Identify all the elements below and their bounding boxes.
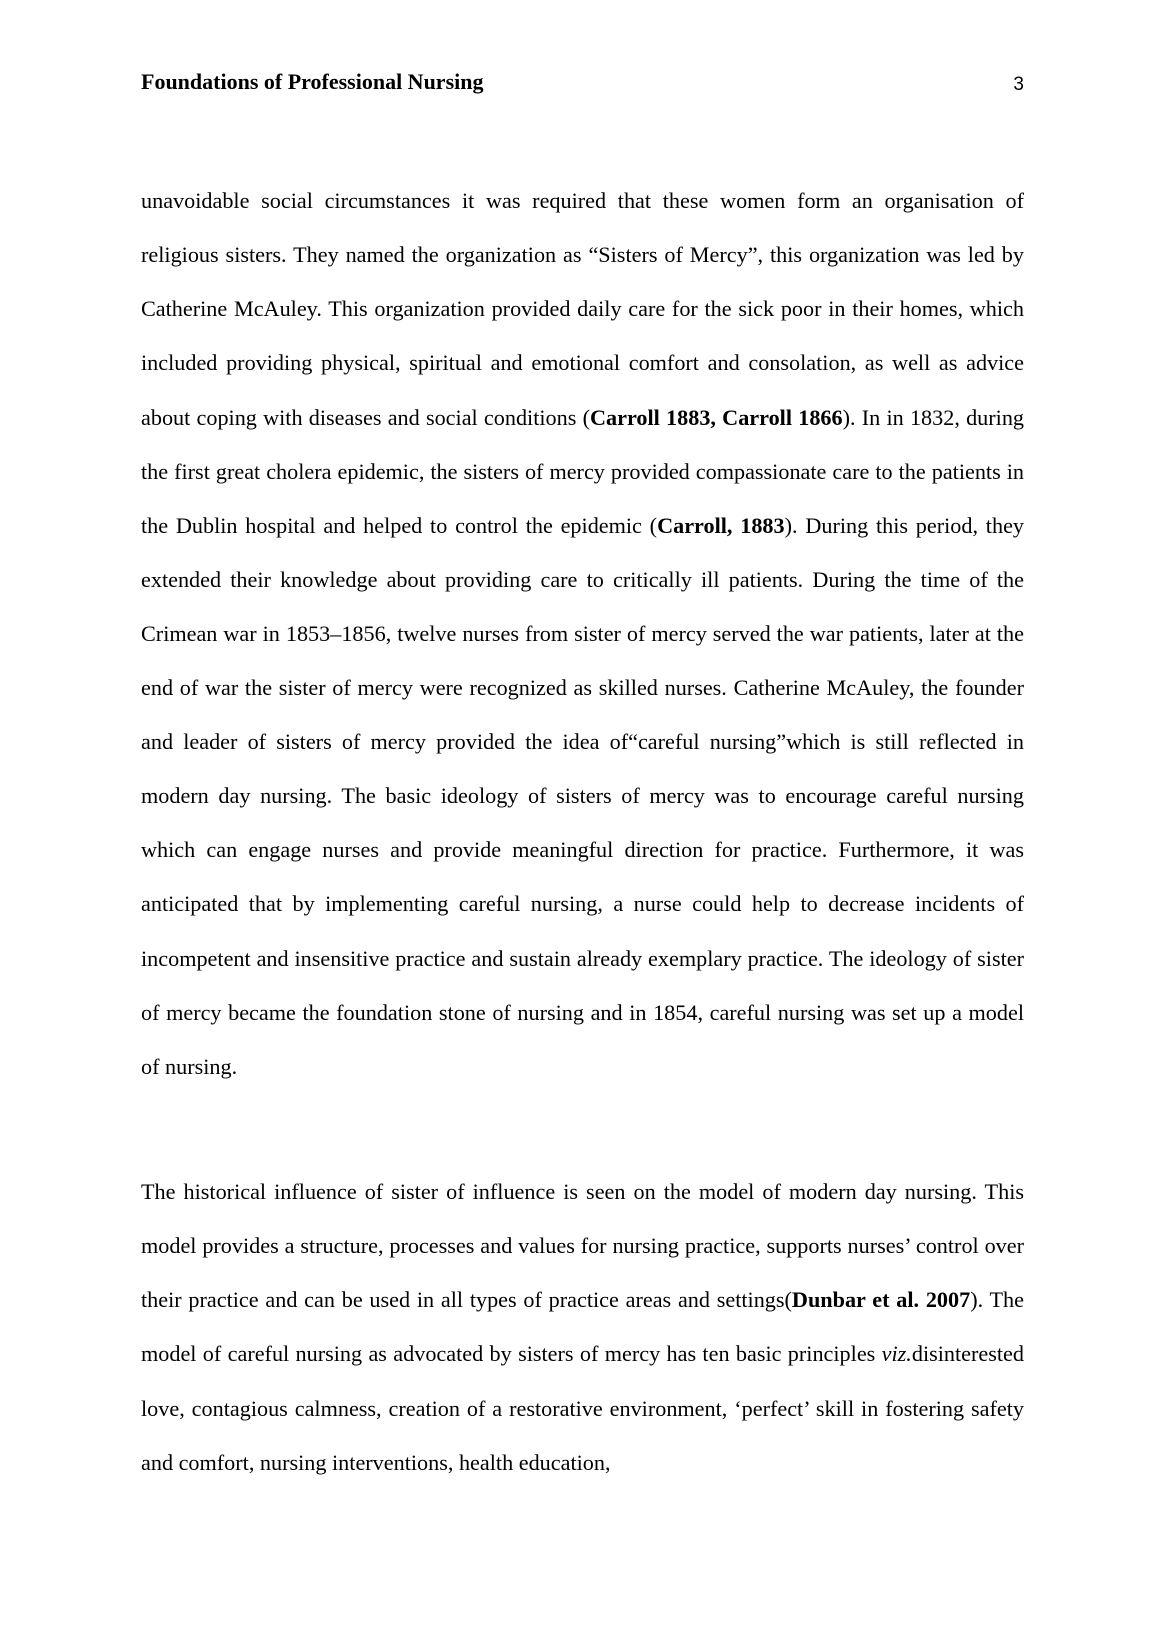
running-head: Foundations of Professional Nursing bbox=[141, 69, 484, 94]
paragraph-text: The historical influence of sister of influence is seen on the model of modern day nursing. This model provides a structure, processes and values for nursing practice, supports nurses’ control over their practice and can be used in all types of practice areas and settings( bbox=[141, 1179, 1024, 1313]
paragraph-text: ). In in 1832, during the first great cholera epidemic, the sisters of mercy provided compassionate care to the patients in the Dublin hospital and helped to control the epidemic ( bbox=[141, 404, 1025, 538]
body-paragraph-2 bbox=[141, 1165, 1024, 1490]
body-paragraph-1 bbox=[141, 174, 1024, 1094]
citation: Carroll 1883, Carroll 1866 bbox=[589, 404, 843, 430]
italic-term: viz. bbox=[881, 1341, 912, 1367]
paragraph-text: unavoidable social circumstances it was required that these women form an organisation of religious sisters. They named the organization as “Sisters of Mercy”, this organization was led by Catherine McAuley. This organization provided daily care for the sick poor in their homes, which included providing physical, spiritual and emotional comfort and consolation, as well as advice about coping with diseases and social conditions ( bbox=[141, 188, 1024, 430]
page-number: 3 bbox=[1013, 74, 1024, 95]
paragraph-text: ). The model of careful nursing as advocated by sisters of mercy has ten basic principles bbox=[141, 1287, 1024, 1367]
citation: Dunbar et al. 2007 bbox=[791, 1287, 971, 1313]
paragraph-text: ). During this period, they extended their knowledge about providing care to critically ill patients. During the time of the Crimean war in 1853–1856, twelve nurses from sister of mercy served the war patients, later at the end of war the sister of mercy were recognized as skilled nurses. Catherine McAuley, the founder and leader of sisters of mercy provided the idea of“careful nursing”which is still reflected in modern day nursing. The basic ideology of sisters of mercy was to encourage careful nursing which can engage nurses and provide meaningful direction for practice. Furthermore, it was anticipated that by implementing careful nursing, a nurse could help to decrease incidents of incompetent and insensitive practice and sustain already exemplary practice. The ideology of sister of mercy became the foundation stone of nursing and in 1854, careful nursing was set up a model of nursing. bbox=[141, 512, 1025, 1079]
citation: Carroll, 1883 bbox=[657, 512, 785, 538]
paragraph-text: disinterested love, contagious calmness, creation of a restorative environment, ‘perfect’ skill in fostering safety and comfort, nursing interventions, health education, bbox=[141, 1341, 1024, 1475]
